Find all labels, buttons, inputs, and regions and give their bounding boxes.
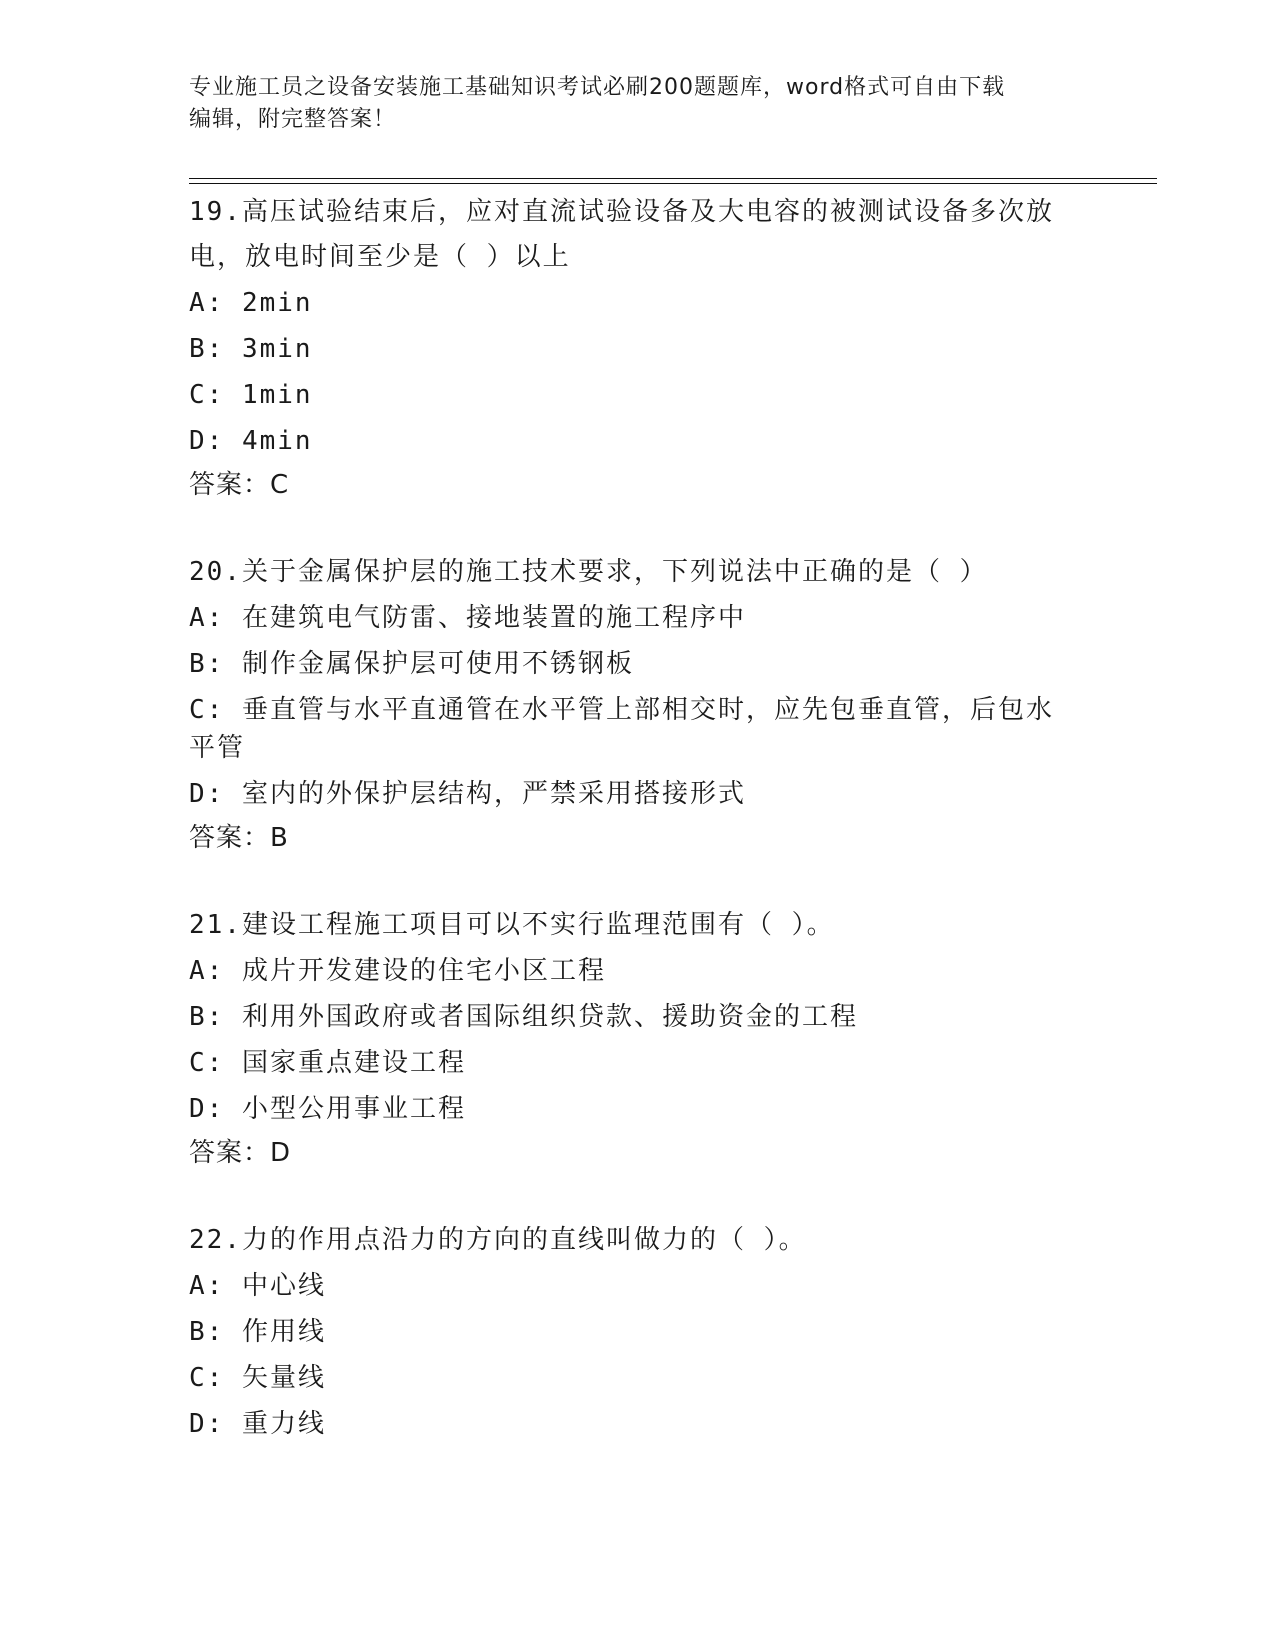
option-d: D: 重力线 <box>189 1409 326 1439</box>
option-d: D: 小型公用事业工程 <box>189 1094 466 1124</box>
option-c: C: 矢量线 <box>189 1363 326 1393</box>
document-header <box>189 72 1089 136</box>
header-rule-bottom <box>189 183 1157 184</box>
header-line-1: 专业施工员之设备安装施工基础知识考试必刷200题题库，word格式可自由下载 <box>189 75 1006 100</box>
answer: 答案：D <box>189 1138 292 1168</box>
question-20 <box>189 550 1089 859</box>
option-a: A: 中心线 <box>189 1271 326 1301</box>
question-stem-continued: 电，放电时间至少是（ ）以上 <box>189 242 571 272</box>
option-b: B: 3min <box>189 334 313 364</box>
question-stem: 20.关于金属保护层的施工技术要求，下列说法中正确的是（ ） <box>189 557 988 587</box>
header-line-2: 编辑，附完整答案！ <box>189 107 397 132</box>
header-rule-top <box>189 178 1157 179</box>
question-stem: 22.力的作用点沿力的方向的直线叫做力的（ ）。 <box>189 1225 807 1255</box>
option-c-continued: 平管 <box>189 733 246 763</box>
option-a: A: 2min <box>189 288 313 318</box>
question-21 <box>189 903 1089 1174</box>
question-stem: 21.建设工程施工项目可以不实行监理范围有（ ）。 <box>189 910 835 940</box>
question-22 <box>189 1218 1089 1447</box>
option-b: B: 制作金属保护层可使用不锈钢板 <box>189 649 634 679</box>
answer: 答案：C <box>189 470 290 500</box>
option-c: C: 垂直管与水平直通管在水平管上部相交时，应先包垂直管，后包水 <box>189 695 1054 725</box>
option-a: A: 在建筑电气防雷、接地装置的施工程序中 <box>189 603 746 633</box>
option-c: C: 1min <box>189 380 313 410</box>
question-stem: 19.高压试验结束后，应对直流试验设备及大电容的被测试设备多次放 <box>189 197 1054 227</box>
option-b: B: 利用外国政府或者国际组织贷款、援助资金的工程 <box>189 1002 858 1032</box>
option-d: D: 4min <box>189 426 313 456</box>
answer: 答案：B <box>189 823 289 853</box>
option-b: B: 作用线 <box>189 1317 326 1347</box>
option-c: C: 国家重点建设工程 <box>189 1048 466 1078</box>
option-d: D: 室内的外保护层结构，严禁采用搭接形式 <box>189 779 746 809</box>
option-a: A: 成片开发建设的住宅小区工程 <box>189 956 606 986</box>
question-list <box>189 190 1089 1447</box>
question-19 <box>189 190 1089 506</box>
